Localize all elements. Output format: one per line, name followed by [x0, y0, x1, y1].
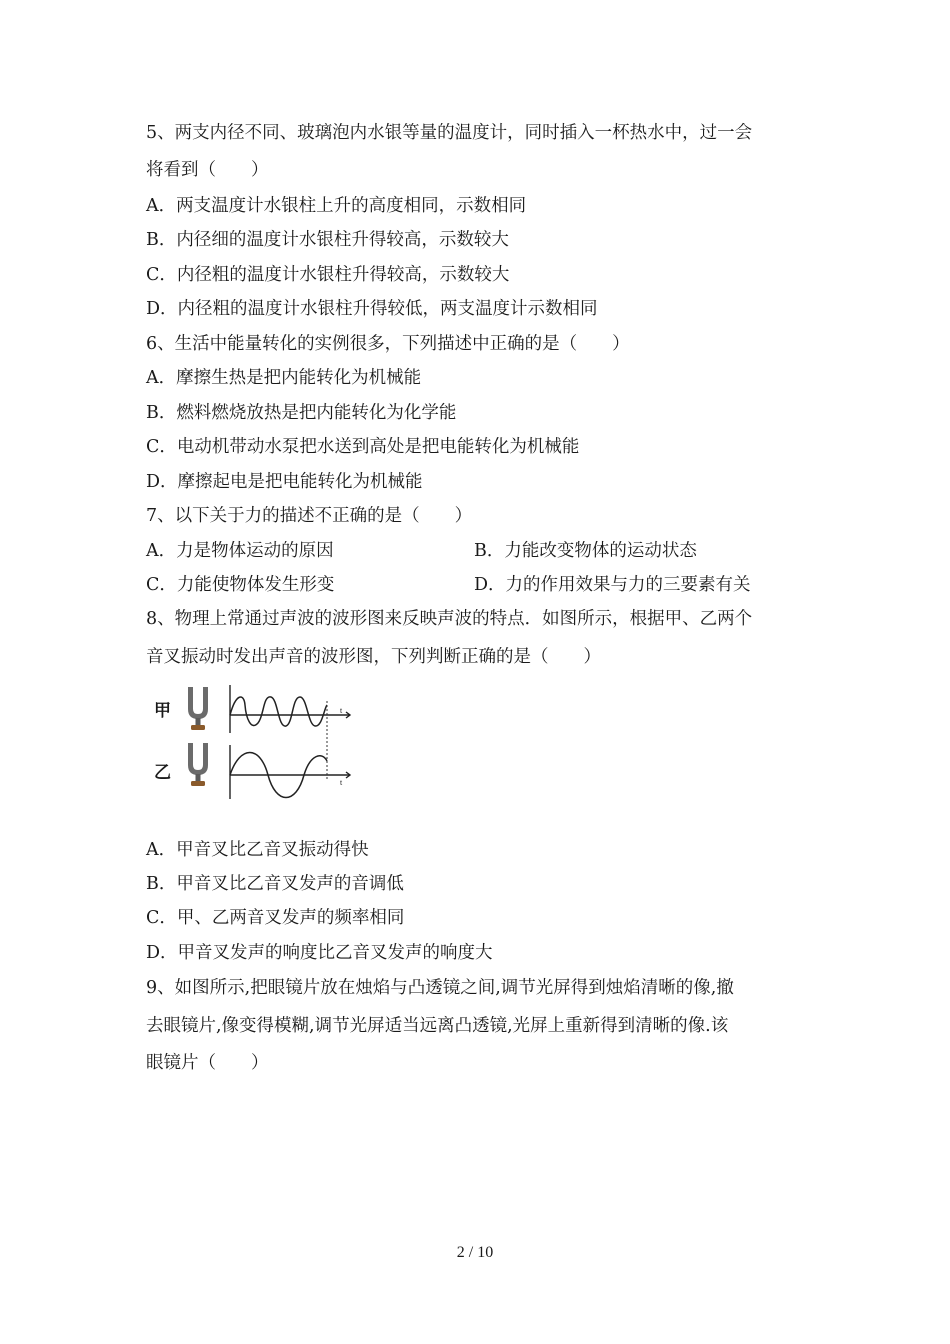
q7-option-c: C．力能使物体发生形变: [146, 575, 335, 595]
q9-stem-line2: 去眼镜片,像变得模糊,调节光屏适当远离凸透镜,光屏上重新得到清晰的像.该: [146, 1016, 729, 1036]
q6-option-a: A．摩擦生热是把内能转化为机械能: [146, 368, 422, 388]
q9-stem-line3: 眼镜片（ ）: [146, 1053, 269, 1073]
tuning-fork-icon-jia: [188, 687, 208, 730]
q5-option-b: B．内径细的温度计水银柱升得较高，示数较大: [146, 230, 509, 250]
q6-option-c: C．电动机带动水泵把水送到高处是把电能转化为机械能: [146, 437, 580, 457]
fig-label-yi: 乙: [154, 763, 171, 783]
q7-stem: 7、以下关于力的描述不正确的是（ ）: [146, 506, 473, 526]
page-number: 2 / 10: [456, 1244, 494, 1261]
tuning-fork-icon-yi: [188, 743, 208, 786]
q6-option-d: D．摩擦起电是把电能转化为机械能: [146, 472, 423, 492]
axis-label-t-yi: t: [340, 778, 343, 787]
waveform-jia: [230, 697, 327, 726]
q8-stem-line1: 8、物理上常通过声波的波形图来反映声波的特点．如图所示，根据甲、乙两个: [146, 609, 753, 629]
q5-option-a: A．两支温度计水银柱上升的高度相同，示数相同: [146, 196, 527, 216]
q8-stem-line2: 音叉振动时发出声音的波形图，下列判断正确的是（ ）: [146, 647, 601, 667]
q7-option-d: D．力的作用效果与力的三要素有关: [474, 575, 751, 595]
q7-option-a: A．力是物体运动的原因: [146, 541, 334, 561]
q8-option-a: A．甲音叉比乙音叉振动得快: [146, 840, 369, 860]
q8-option-c: C．甲、乙两音叉发声的频率相同: [146, 908, 405, 928]
q8-option-d: D．甲音叉发声的响度比乙音叉发声的响度大: [146, 943, 493, 963]
q5-stem-line1: 5、两支内径不同、玻璃泡内水银等量的温度计，同时插入一杯热水中，过一会: [146, 123, 753, 143]
q6-option-b: B．燃料燃烧放热是把内能转化为化学能: [146, 403, 457, 423]
q6-stem: 6、生活中能量转化的实例很多，下列描述中正确的是（ ）: [146, 334, 630, 354]
q9-stem-line1: 9、如图所示,把眼镜片放在烛焰与凸透镜之间,调节光屏得到烛焰清晰的像,撤: [146, 978, 734, 998]
waveform-diagram: [150, 683, 365, 803]
waveform-axes-jia: [230, 685, 350, 733]
q5-stem-line2: 将看到（ ）: [146, 160, 269, 180]
q7-option-b: B．力能改变物体的运动状态: [474, 541, 697, 561]
q5-option-d: D．内径粗的温度计水银柱升得较低，两支温度计示数相同: [146, 299, 598, 319]
fig-label-jia: 甲: [154, 701, 171, 721]
q8-option-b: B．甲音叉比乙音叉发声的音调低: [146, 874, 404, 894]
axis-label-t-jia: t: [340, 706, 343, 715]
q5-option-c: C．内径粗的温度计水银柱升得较高，示数较大: [146, 265, 510, 285]
tuning-fork-waveform-figure: [150, 683, 365, 803]
